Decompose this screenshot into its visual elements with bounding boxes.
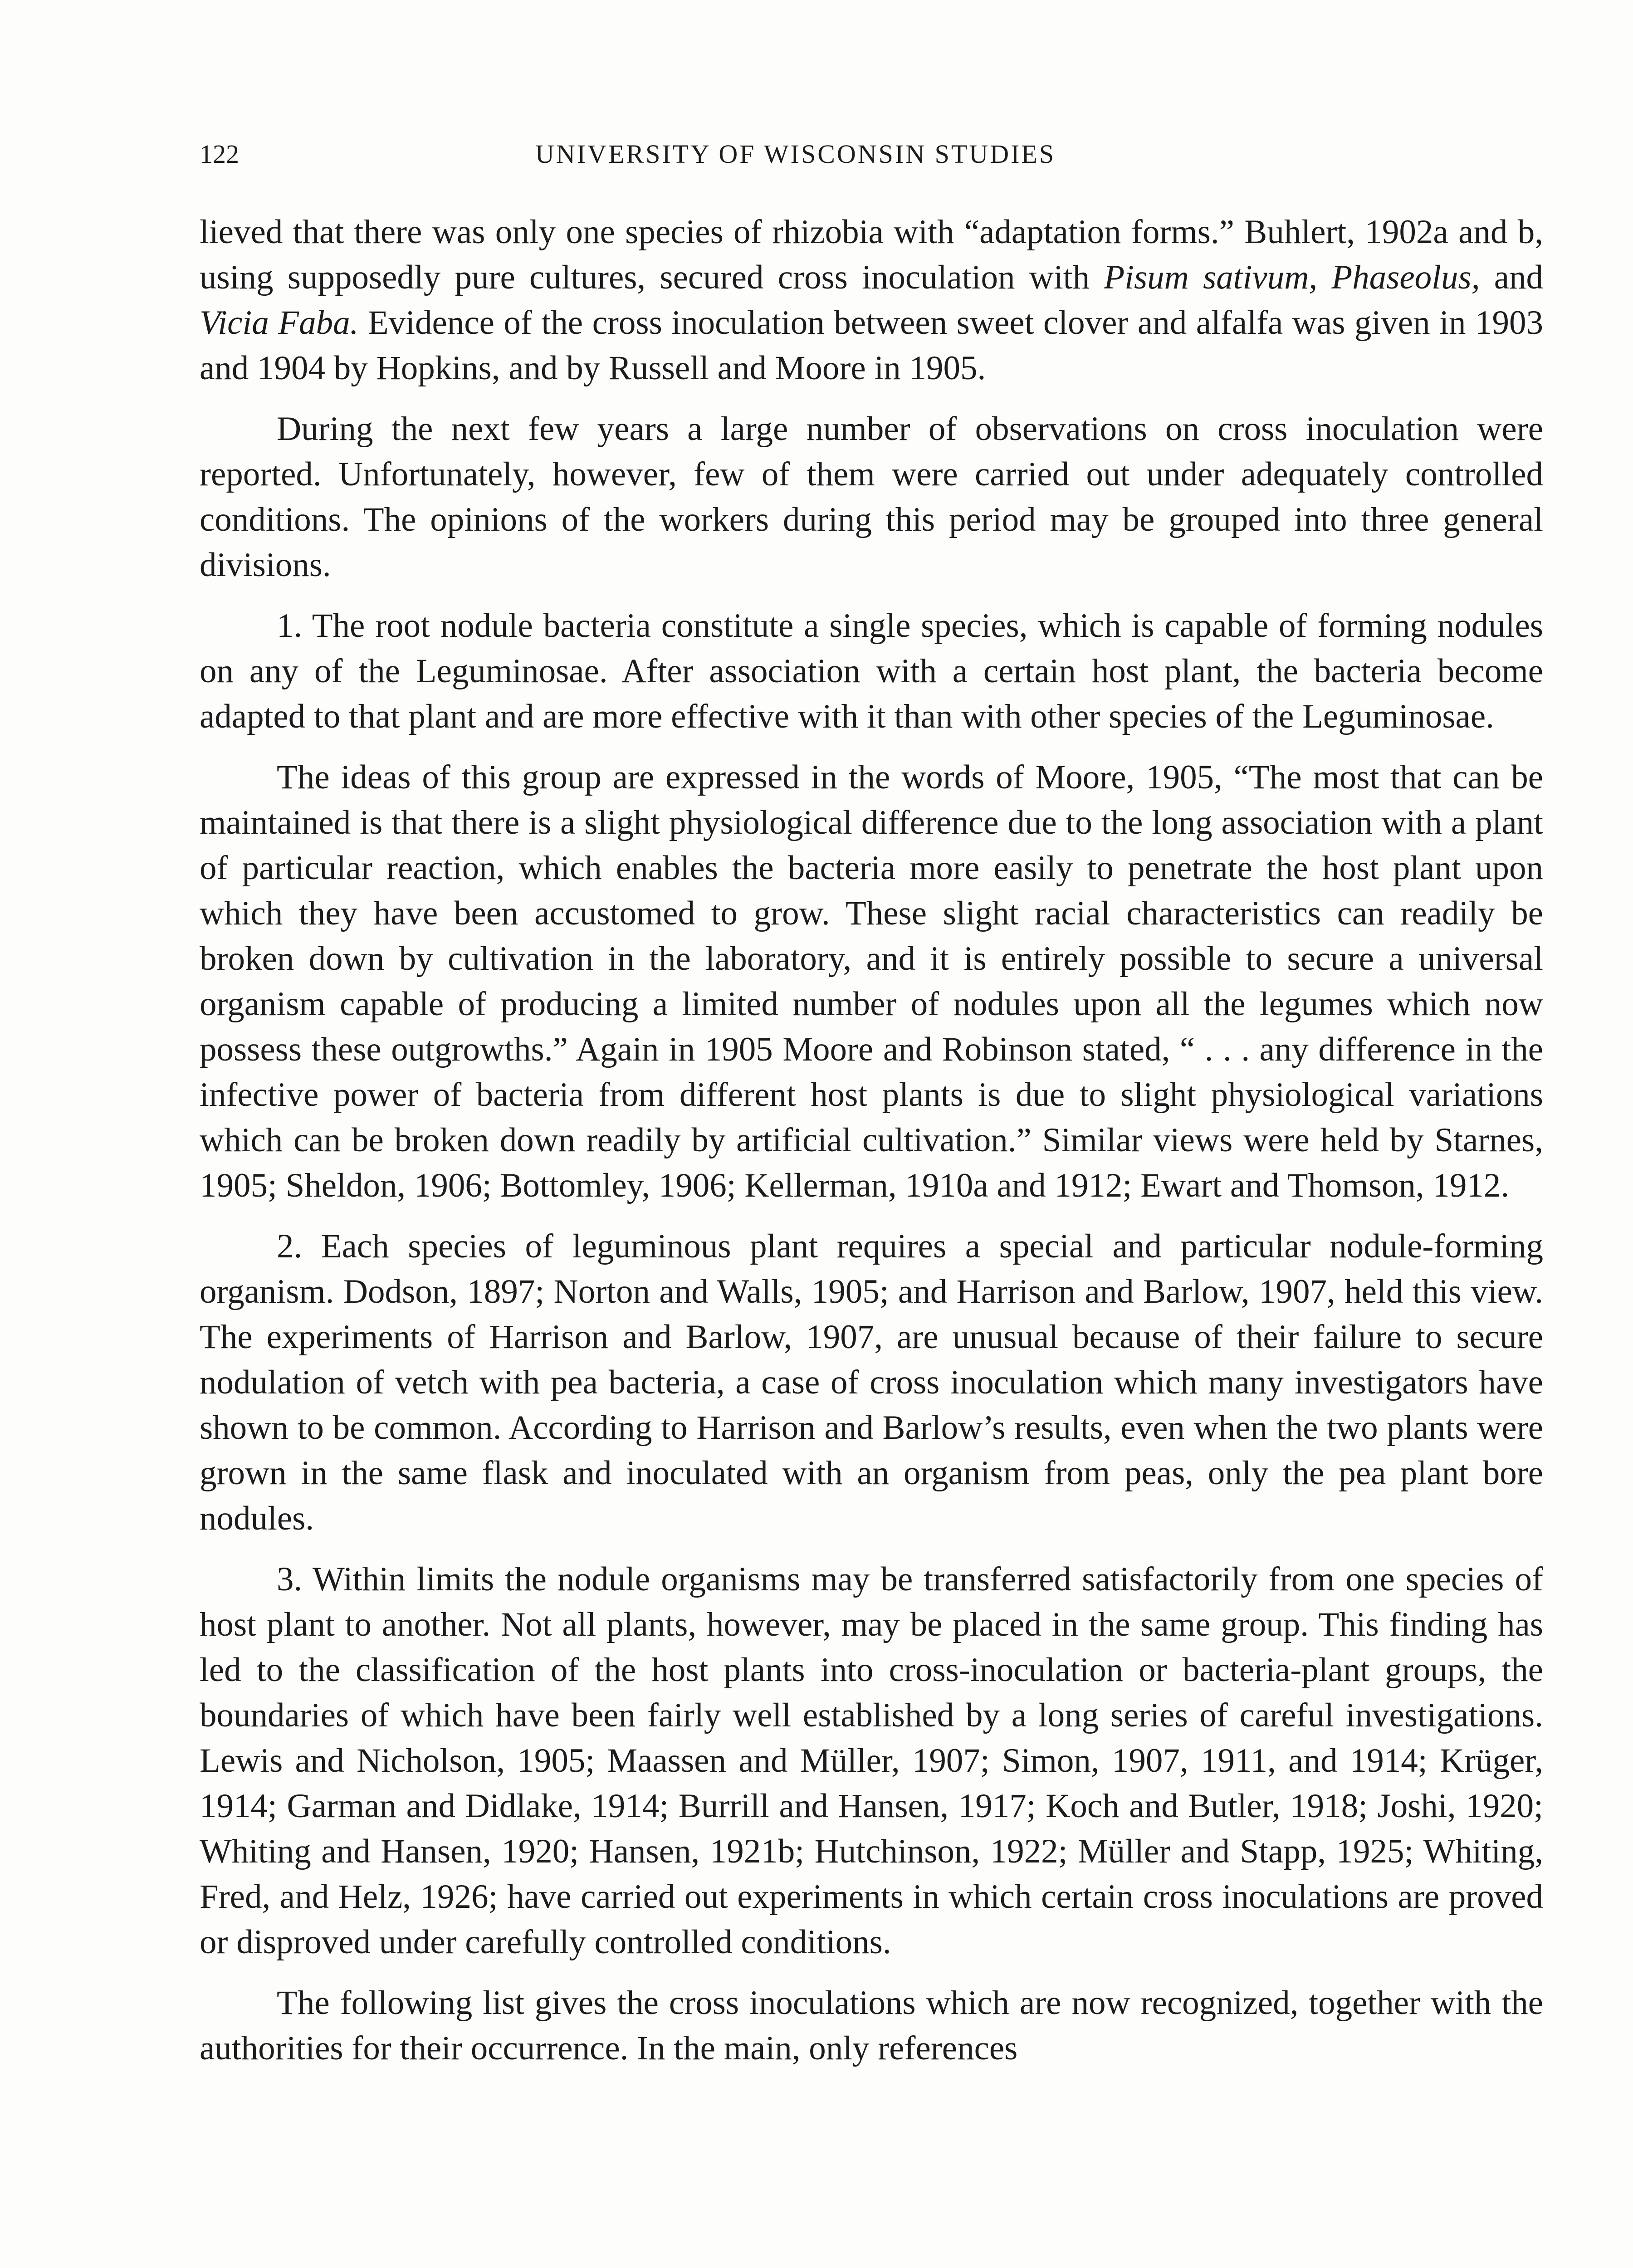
paragraph-cross-inoculation-observations: During the next few years a large number of observations on cross inoculation were reported. Unfortunately, however, few of them were carried out under adequately controlled conditions. The opinions of the workers during this period may be grouped into three general divisions.	[200, 410, 1543, 584]
paragraph-1-separator-2: and	[1480, 259, 1543, 296]
paragraph-continuation	[200, 210, 1543, 391]
paragraph-division-3: 3. Within limits the nodule organisms may be transferred satisfactorily from one species of host plant to another. Not all plants, however, may be placed in the same group. This finding has led to the classification of the host plants into cross-inoculation or bacteria-plant groups, the boundaries of which have been fairly well established by a long series of careful investigations. Lewis and Nicholson, 1905; Maassen and Müller, 1907; Simon, 1907, 1911, and 1914; Krüger, 1914; Garman and Didlake, 1914; Burrill and Hansen, 1917; Koch and Butler, 1918; Joshi, 1920; Whiting and Hansen, 1920; Hansen, 1921b; Hutchinson, 1922; Müller and Stapp, 1925; Whiting, Fred, and Helz, 1926; have carried out experiments in which certain cross inoculations are proved or disproved under carefully controlled conditions.	[200, 1560, 1543, 1961]
species-name-pisum-sativum: Pisum sativum,	[1104, 259, 1318, 296]
journal-title: UNIVERSITY OF WISCONSIN STUDIES	[535, 139, 1056, 169]
paragraph-1-text-before: lieved that there was only one species of rhizobia with “adaptation forms.” Buhlert, 1902a and b, using supposedly pure cultures, secured cross inoculation with	[200, 213, 1543, 296]
paragraph-moore-quotation: The ideas of this group are expressed in the words of Moore, 1905, “The most that can be maintained is that there is a slight physiological difference due to the long association with a plant of particular reaction, which enables the bacteria more easily to penetrate the host plant upon which they have been accustomed to grow. These slight racial characteristics can readily be broken down by cultivation in the laboratory, and it is entirely possible to secure a universal organism capable of producing a limited number of nodules upon all the legumes which now possess these outgrowths.” Again in 1905 Moore and Robinson stated, “ . . . any difference in the infective power of bacteria from different host plants is due to slight physiological variations which can be broken down readily by artificial cultivation.” Similar views were held by Starnes, 1905; Sheldon, 1906; Bottomley, 1906; Kellerman, 1910a and 1912; Ewart and Thomson, 1912.	[200, 758, 1543, 1204]
paragraph-1-text-after: Evidence of the cross inoculation between sweet clover and alfalfa was given in 1903 and 1904 by Hopkins, and by Russell and Moore in 1905.	[200, 304, 1543, 387]
paragraph-1-separator-1	[1317, 259, 1331, 296]
body-text	[200, 210, 1543, 2087]
paragraph-division-2: 2. Each species of leguminous plant requires a special and particular nodule-forming organism. Dodson, 1897; Norton and Walls, 1905; and Harrison and Barlow, 1907, held this view. The experiments of Harrison and Barlow, 1907, are unusual because of their failure to secure nodulation of vetch with pea bacteria, a case of cross inoculation which many investigators have shown to be common. According to Harrison and Barlow’s results, even when the two plants were grown in the same flask and inoculated with an organism from peas, only the pea plant bore nodules.	[200, 1227, 1543, 1537]
paragraph-division-1: 1. The root nodule bacteria constitute a single species, which is capable of forming nodules on any of the Leguminosae. After association with a certain host plant, the bacteria become adapted to that plant and are more effective with it than with other species of the Leguminosae.	[200, 607, 1543, 735]
species-name-vicia-faba: Vicia Faba.	[200, 304, 359, 342]
paragraph-following-list: The following list gives the cross inoculations which are now recognized, together with the authorities for their occurrence. In the main, only references	[200, 1984, 1543, 2067]
page-number: 122	[200, 139, 239, 169]
running-head	[200, 136, 1542, 172]
species-name-phaseolus: Phaseolus,	[1331, 259, 1480, 296]
